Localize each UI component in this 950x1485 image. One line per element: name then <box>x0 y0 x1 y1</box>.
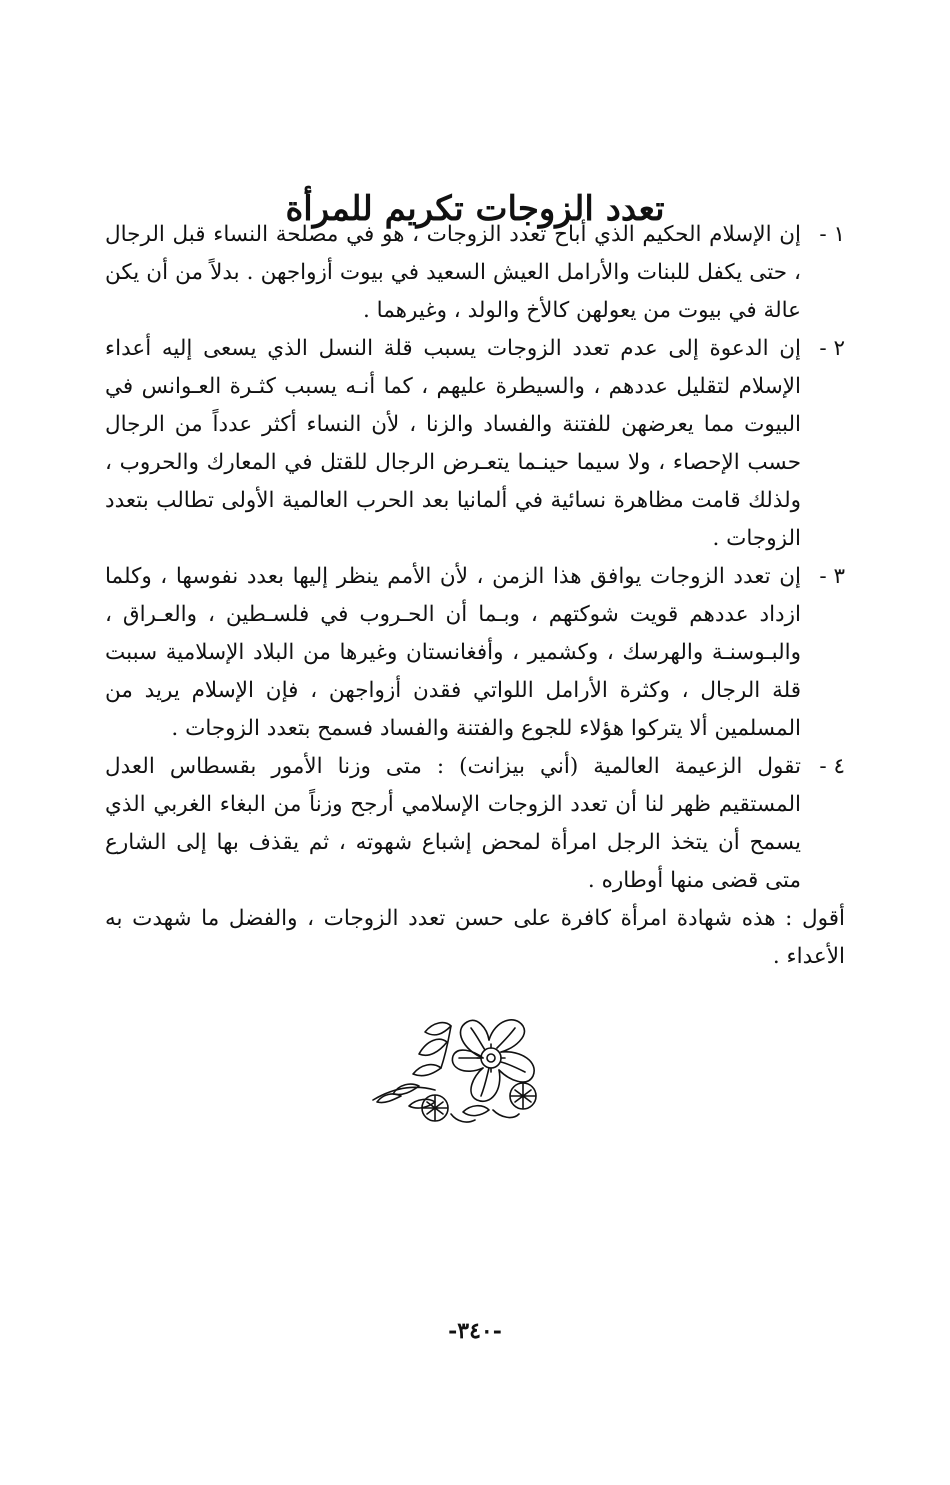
item-text: تقول الزعيمة العالمية (أني بيزانت) : متى وزنا الأمور بقسطاس العدل المستقيم ظهر لنا أن تعدد الزوجات الإسلامي أرجح وزناً من البغاء الغربي الذي يسمح أن يتخذ الرجل امرأة لمحض إشباع شهوته ، ثم يقذف بها إلى الشارع متى قضى منها أوطاره . <box>105 754 801 893</box>
page-number: -٣٤٠- <box>448 1318 502 1344</box>
numbered-item-2 <box>105 330 845 558</box>
flower-ornament-icon <box>363 1010 553 1130</box>
item-text: إن تعدد الزوجات يوافق هذا الزمن ، لأن الأمم ينظر إليها بعدد نفوسها ، وكلما ازداد عددهم قويت شوكتهم ، وبـما أن الحـروب في فلسـطين ، والعـراق ، والبـوسنـة والهرسك ، وكشمير ، وأفغانستان وغيرها من البلاد الإسلامية سببت قلة الرجال ، وكثرة الأرامل اللواتي فقدن أزواجهن ، فإن الإسلام يريد من المسلمين ألا يتركوا هؤلاء للجوع والفتنة والفساد فسمح بتعدد الزوجات . <box>105 564 801 741</box>
item-number: ١ - <box>819 222 845 247</box>
numbered-item-1 <box>105 216 845 330</box>
item-text: إن الإسلام الحكيم الذي أباح تعدد الزوجات ، هو في مصلحة النساء قبل الرجال ، حتى يكفل للبنات والأرامل العيش السعيد في بيوت أزواجهن . بدلاً من أن يكن عالة في بيوت من يعولهن كالأخ والولد ، وغيرهما . <box>105 222 801 323</box>
numbered-item-3 <box>105 558 845 748</box>
item-number: ٤ - <box>819 754 845 779</box>
item-number: ٣ - <box>819 564 845 589</box>
item-number: ٢ - <box>819 336 845 361</box>
item-text: إن الدعوة إلى عدم تعدد الزوجات يسبب قلة النسل الذي يسعى إليه أعداء الإسلام لتقليل عددهم ، والسيطرة عليهم ، كما أنـه يسبب كثـرة العـوانس في البيوت مما يعرضهن للفتنة والفساد والزنا ، لأن النساء أكثر عدداً من الرجال حسب الإحصاء ، ولا سيما حينـما يتعـرض الرجال للقتل في المعارك والحروب ، ولذلك قامت مظاهرة نسائية في ألمانيا بعد الحرب العالمية الأولى تطالب بتعدد الزوجات . <box>105 336 801 551</box>
closing-remark: أقول : هذه شهادة امرأة كافرة على حسن تعدد الزوجات ، والفضل ما شهدت به الأعداء . <box>105 906 845 969</box>
numbered-item-4 <box>105 748 845 900</box>
body-text <box>105 216 845 976</box>
page-title: تعدد الزوجات تكريم للمرأة <box>285 188 665 229</box>
